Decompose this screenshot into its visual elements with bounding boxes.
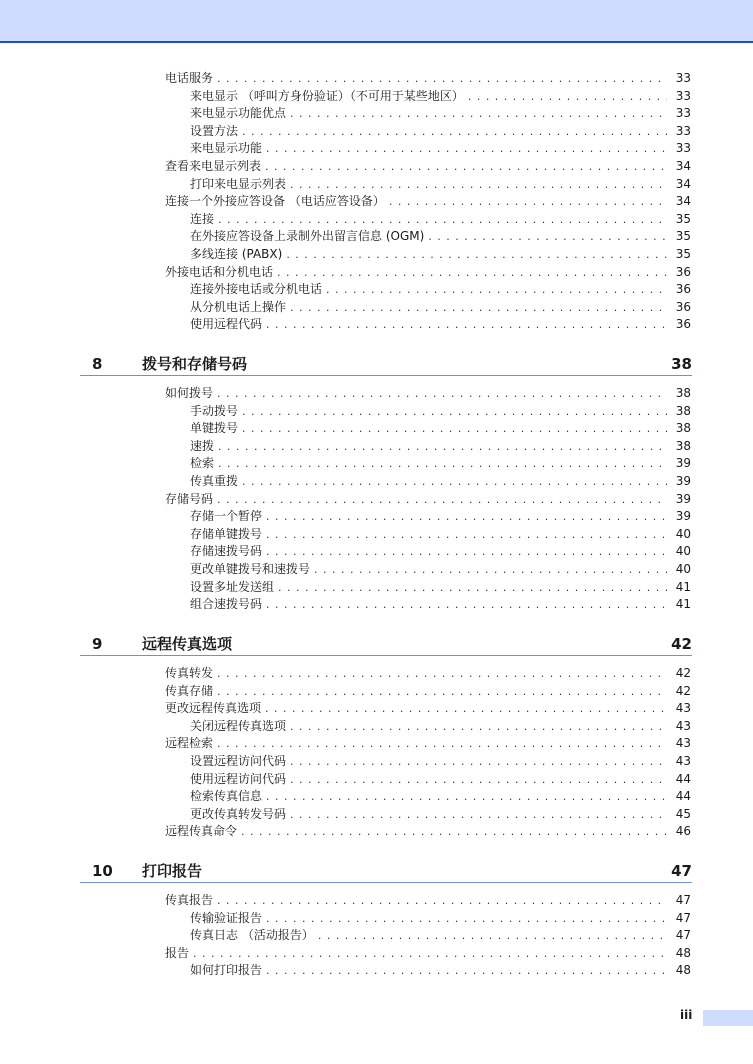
toc-entry-title: 更改远程传真选项 xyxy=(165,701,262,716)
chapter-title: 拨号和存储号码 xyxy=(142,355,248,373)
toc-subentry[interactable] xyxy=(190,543,691,561)
chapter-heading[interactable] xyxy=(80,860,692,883)
footer-tab xyxy=(703,1010,753,1026)
toc-entry-page: 38 xyxy=(675,403,691,418)
dot-leader xyxy=(218,438,667,456)
chapter-number: 10 xyxy=(92,862,113,880)
dot-leader xyxy=(242,403,667,421)
dot-leader xyxy=(278,579,667,597)
toc-entry-title: 检索传真信息 xyxy=(190,789,263,804)
toc-entry-title: 使用远程访问代码 xyxy=(190,771,287,786)
toc-subentry[interactable] xyxy=(190,438,691,456)
dot-leader xyxy=(266,543,667,561)
dot-leader xyxy=(318,927,667,945)
toc-entry-title: 连接一个外接应答设备 （电话应答设备） xyxy=(165,194,385,209)
toc-entry-page: 45 xyxy=(675,806,691,821)
chapter-page: 42 xyxy=(671,635,692,653)
toc-entry-page: 38 xyxy=(675,438,691,453)
header-band xyxy=(0,0,753,43)
toc-entry-title: 存储一个暂停 xyxy=(190,509,263,524)
toc-entry-page: 36 xyxy=(675,282,691,297)
toc-entry-page: 39 xyxy=(675,509,691,524)
toc-subentry[interactable] xyxy=(190,299,691,317)
toc-entry-title: 传真存储 xyxy=(165,683,214,698)
toc-entry-page: 33 xyxy=(675,71,691,85)
toc-subentry[interactable] xyxy=(190,473,691,491)
toc-subentry[interactable] xyxy=(190,140,691,158)
toc-entry-page: 42 xyxy=(675,683,691,698)
page-number: iii xyxy=(680,1008,693,1022)
toc-entry-page: 38 xyxy=(675,386,691,400)
dot-leader xyxy=(218,455,667,473)
toc-entry-title: 从分机电话上操作 xyxy=(190,299,287,314)
toc-entry-page: 47 xyxy=(675,893,691,907)
toc-subentry[interactable] xyxy=(190,246,691,264)
toc-entry-title: 连接 xyxy=(190,211,215,226)
toc-entry-title: 传真重拨 xyxy=(190,474,239,488)
toc-entry-title: 设置方法 xyxy=(190,123,239,138)
chapter-heading[interactable] xyxy=(80,353,692,376)
toc-entry-page: 44 xyxy=(675,771,691,786)
dot-leader xyxy=(242,420,667,438)
toc-subentry[interactable] xyxy=(190,579,691,597)
toc-entry-title: 连接外接电话或分机电话 xyxy=(190,282,323,297)
chapter-number: 9 xyxy=(92,635,103,653)
toc-entry-page: 40 xyxy=(675,562,691,576)
dot-leader xyxy=(265,700,667,718)
toc-entry-page: 35 xyxy=(675,211,691,226)
toc-subentry[interactable] xyxy=(190,806,691,824)
toc-entry-page: 39 xyxy=(675,474,691,488)
dot-leader xyxy=(290,806,667,824)
toc-subentry[interactable] xyxy=(190,788,691,806)
toc-entry-title: 存储速拨号码 xyxy=(190,544,263,559)
dot-leader xyxy=(314,561,667,579)
toc-entry-page: 40 xyxy=(675,526,691,541)
toc-entry-title: 速拨 xyxy=(190,438,215,453)
toc-entry-title: 来电显示功能 xyxy=(190,141,263,156)
toc-entry[interactable] xyxy=(165,491,691,509)
toc-entry-page: 41 xyxy=(675,579,691,594)
toc-subentry[interactable] xyxy=(190,88,691,106)
chapter-number: 8 xyxy=(92,355,103,373)
toc-subentry[interactable] xyxy=(190,596,691,614)
toc-subentry[interactable] xyxy=(190,561,691,579)
toc-entry[interactable] xyxy=(165,385,691,403)
dot-leader xyxy=(266,508,667,526)
toc-entry-page: 34 xyxy=(675,176,691,191)
toc-subentry[interactable] xyxy=(190,420,691,438)
toc-entry-title: 设置远程访问代码 xyxy=(190,754,287,768)
toc-entry-page: 36 xyxy=(675,299,691,314)
toc-entry-page: 35 xyxy=(675,247,691,261)
dot-leader xyxy=(468,88,667,106)
toc-entry[interactable] xyxy=(165,945,691,963)
toc-entry-title: 多线连接 (PABX) xyxy=(190,247,283,261)
toc-entry-page: 33 xyxy=(675,123,691,138)
chapter-page: 47 xyxy=(671,862,692,880)
dot-leader xyxy=(266,316,667,334)
toc-entry-title: 关闭远程传真选项 xyxy=(190,718,287,733)
toc-entry-title: 传真转发 xyxy=(165,666,214,680)
toc-subentry[interactable] xyxy=(190,771,691,789)
toc-entry-page: 35 xyxy=(675,229,691,244)
dot-leader xyxy=(217,735,667,753)
dot-leader xyxy=(217,892,667,910)
chapter-page: 38 xyxy=(671,355,692,373)
dot-leader xyxy=(242,473,667,491)
dot-leader xyxy=(290,718,667,736)
toc-subentry[interactable] xyxy=(190,508,691,526)
dot-leader xyxy=(217,385,667,403)
toc-entry-title: 检索 xyxy=(190,456,215,471)
toc-entry[interactable] xyxy=(165,683,691,701)
toc-entry-page: 38 xyxy=(675,421,691,436)
toc-subentry[interactable] xyxy=(190,753,691,771)
toc-entry-title: 在外接应答设备上录制外出留言信息 (OGM) xyxy=(190,229,425,244)
toc-entry-title: 更改传真转发号码 xyxy=(190,806,287,821)
dot-leader xyxy=(428,228,667,246)
toc-subentry[interactable] xyxy=(190,910,691,928)
dot-leader xyxy=(266,596,667,614)
toc-entry[interactable] xyxy=(165,264,691,282)
toc-entry-title: 手动拨号 xyxy=(190,403,239,418)
chapter-heading[interactable] xyxy=(80,633,692,656)
toc-entry-page: 43 xyxy=(675,736,691,751)
dot-leader xyxy=(266,910,667,928)
toc-entry-page: 34 xyxy=(675,194,691,209)
dot-leader xyxy=(217,491,667,509)
toc-entry-page: 43 xyxy=(675,701,691,716)
dot-leader xyxy=(266,962,667,980)
toc-entry-page: 40 xyxy=(675,544,691,559)
dot-leader xyxy=(326,281,667,299)
toc-entry-page: 39 xyxy=(675,456,691,471)
toc-subentry[interactable] xyxy=(190,281,691,299)
toc-subentry[interactable] xyxy=(190,123,691,141)
dot-leader xyxy=(218,211,667,229)
dot-leader xyxy=(286,246,667,264)
toc-entry-page: 33 xyxy=(675,106,691,121)
toc-entry[interactable] xyxy=(165,158,691,176)
toc-entry[interactable] xyxy=(165,892,691,910)
toc-entry-title: 报告 xyxy=(165,945,190,960)
dot-leader xyxy=(290,299,667,317)
toc-entry-title: 传输验证报告 xyxy=(190,910,263,925)
toc-entry[interactable] xyxy=(165,193,691,211)
dot-leader xyxy=(265,158,667,176)
toc-entry-title: 传真日志 （活动报告） xyxy=(190,928,314,943)
toc-entry-page: 43 xyxy=(675,754,691,768)
toc-subentry[interactable] xyxy=(190,927,691,945)
dot-leader xyxy=(266,788,667,806)
toc-subentry[interactable] xyxy=(190,962,691,980)
toc-subentry[interactable] xyxy=(190,105,691,123)
toc-entry-page: 47 xyxy=(675,910,691,925)
toc-entry-page: 43 xyxy=(675,718,691,733)
toc-entry-page: 48 xyxy=(675,945,691,960)
chapter-title: 打印报告 xyxy=(142,862,203,880)
toc-entry-page: 39 xyxy=(675,491,691,506)
toc-subentry[interactable] xyxy=(190,211,691,229)
toc-subentry[interactable] xyxy=(190,455,691,473)
toc-entry-page: 42 xyxy=(675,666,691,680)
toc-entry-title: 来电显示功能优点 xyxy=(190,106,287,121)
toc-entry-page: 34 xyxy=(675,159,691,173)
toc-entry-title: 电话服务 xyxy=(165,71,214,85)
toc-entry-title: 如何拨号 xyxy=(165,386,214,400)
toc-subentry[interactable] xyxy=(190,176,691,194)
toc-entry[interactable] xyxy=(165,735,691,753)
toc-entry-page: 44 xyxy=(675,789,691,804)
toc-entry[interactable] xyxy=(165,70,691,88)
dot-leader xyxy=(266,526,667,544)
toc-entry[interactable] xyxy=(165,665,691,683)
toc-entry-title: 组合速拨号码 xyxy=(190,597,263,612)
toc-entry-page: 46 xyxy=(675,824,691,839)
toc-entry-title: 使用远程代码 xyxy=(190,317,263,332)
toc-subentry[interactable] xyxy=(190,526,691,544)
toc-entry-title: 外接电话和分机电话 xyxy=(165,264,274,279)
toc-entry-title: 存储单键拨号 xyxy=(190,526,263,541)
toc-entry-title: 设置多址发送组 xyxy=(190,579,275,594)
dot-leader xyxy=(277,264,667,282)
toc-entry[interactable] xyxy=(165,823,691,841)
dot-leader xyxy=(266,140,667,158)
chapter-title: 远程传真选项 xyxy=(142,635,233,653)
toc-entry-title: 存储号码 xyxy=(165,491,214,506)
toc-entry-title: 打印来电显示列表 xyxy=(190,176,287,191)
toc-entry-title: 远程检索 xyxy=(165,736,214,751)
dot-leader xyxy=(290,176,667,194)
dot-leader xyxy=(217,70,667,88)
dot-leader xyxy=(290,105,667,123)
toc-entry-page: 47 xyxy=(675,928,691,943)
dot-leader xyxy=(290,753,667,771)
dot-leader xyxy=(217,683,667,701)
toc-subentry[interactable] xyxy=(190,316,691,334)
toc-entry-page: 33 xyxy=(675,141,691,156)
toc-entry-title: 更改单键拨号和速拨号 xyxy=(190,562,311,576)
toc-subentry[interactable] xyxy=(190,228,691,246)
toc-entry[interactable] xyxy=(165,700,691,718)
toc-entry-page: 41 xyxy=(675,597,691,612)
toc-entry-page: 36 xyxy=(675,317,691,332)
toc-entry-title: 如何打印报告 xyxy=(190,963,263,978)
dot-leader xyxy=(290,771,667,789)
toc-entry-page: 48 xyxy=(675,963,691,978)
toc-entry-title: 单键拨号 xyxy=(190,421,239,436)
toc-entry-page: 33 xyxy=(675,88,691,103)
dot-leader xyxy=(217,665,667,683)
toc-entry-title: 远程传真命令 xyxy=(165,824,238,839)
dot-leader xyxy=(241,823,667,841)
toc-entry-title: 来电显示 （呼叫方身份验证）（不可用于某些地区） xyxy=(190,88,464,103)
toc-entry-page: 36 xyxy=(675,264,691,279)
dot-leader xyxy=(193,945,667,963)
toc-subentry[interactable] xyxy=(190,403,691,421)
dot-leader xyxy=(389,193,667,211)
dot-leader xyxy=(242,123,667,141)
toc-subentry[interactable] xyxy=(190,718,691,736)
toc-entry-title: 查看来电显示列表 xyxy=(165,159,262,173)
toc-entry-title: 传真报告 xyxy=(165,893,214,907)
